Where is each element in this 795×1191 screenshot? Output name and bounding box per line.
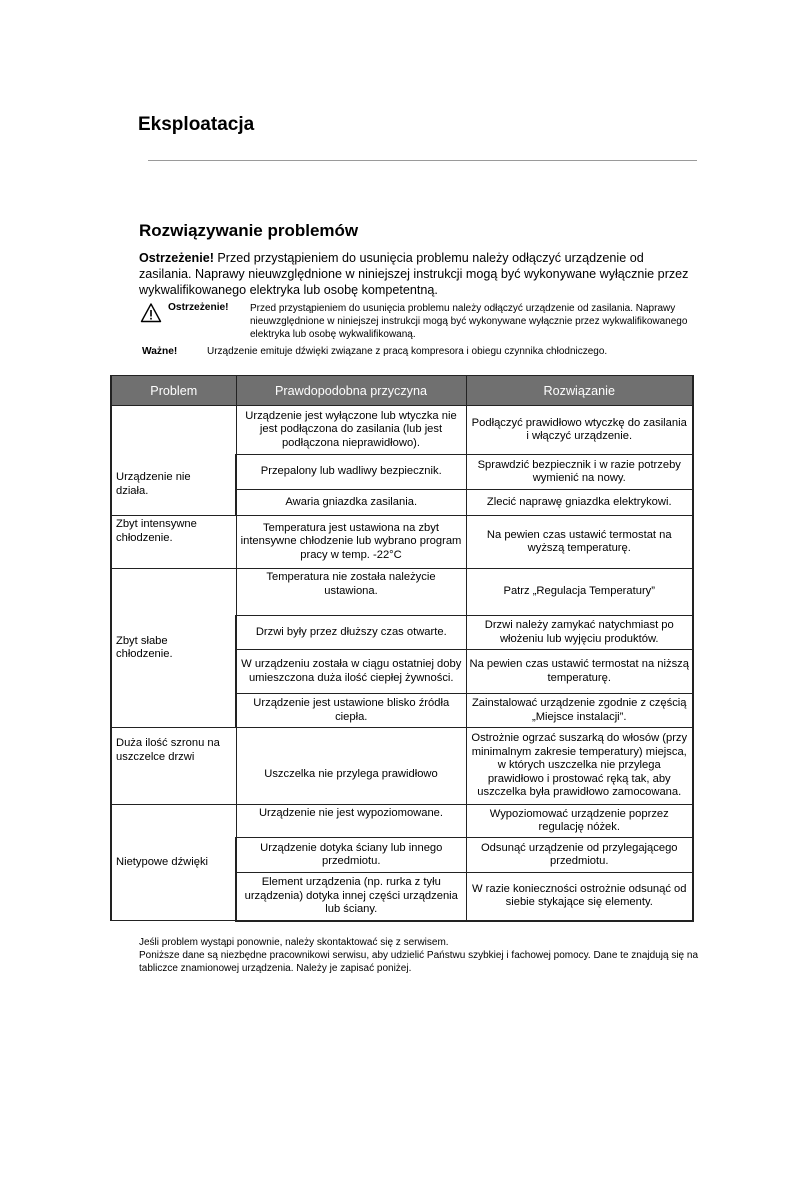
problem-cell [111,569,236,728]
solution-cell: Wypoziomować urządzenie poprzez regulację nóżek. [466,805,693,838]
intro-text: Przed przystąpieniem do usunięcia problemu należy odłączyć urządzenie od zasilania. Naprawy nieuwzględnione w niniejszej instrukcji mogą być wykonywane wyłącznie przez wykwalifikowanego elektryka lub osobę kompetentną. [139,251,689,297]
problem-cell: Zbyt intensywne chłodzenie. [111,516,236,569]
solution-cell: Odsunąć urządzenie od przylegającego przedmiotu. [466,838,693,873]
cause-cell: Temperatura jest ustawiona na zbyt intensywne chłodzenie lub wybrano program pracy w temp. -22°C [236,516,466,569]
troubleshooting-table [110,375,694,922]
solution-cell: Drzwi należy zamykać natychmiast po włożeniu lub wyjęciu produktów. [466,616,693,650]
cause-cell: Urządzenie nie jest wypoziomowane. [236,805,466,838]
solution-cell: Zlecić naprawę gniazdka elektrykowi. [466,490,693,516]
solution-cell: Sprawdzić bezpiecznik i w razie potrzeby wymienić na nowy. [466,455,693,490]
warning-text: Przed przystąpieniem do usunięcia problemu należy odłączyć urządzenie od zasilania. Naprawy nieuwzględnione w niniejszej instrukcji mogą być wykonywane wyłącznie przez wykwalifikowanego elektryka lub osobę wykwalifikowaną. [250,303,688,340]
solution-cell: W razie konieczności ostrożnie odsunąć od siebie stykające się elementy. [466,873,693,921]
cause-cell: Awaria gniazdka zasilania. [236,490,466,516]
solution-cell: Patrz „Regulacja Temperatury” [466,569,693,616]
warning-label: Ostrzeżenie! [168,302,229,313]
table-row [111,516,693,569]
header-problem: Problem [111,376,236,406]
cause-cell: Urządzenie jest ustawione blisko źródła ciepła. [236,694,466,728]
problem-text: Urządzenie nie działa. [116,471,191,497]
important-text: Urządzenie emituje dźwięki związane z pracą kompresora i obiegu czynnika chłodniczego. [207,346,608,357]
table-row [111,728,693,805]
header-cause: Prawdopodobna przyczyna [236,376,466,406]
cause-cell: Uszczelka nie przylega prawidłowo [236,728,466,805]
problem-text: Zbyt słabe chłodzenie. [116,634,173,660]
important-label: Ważne! [142,346,178,357]
cause-cell: Urządzenie dotyka ściany lub innego przedmiotu. [236,838,466,873]
section-title: Rozwiązywanie problemów [139,221,359,240]
solution-cell: Ostrożnie ogrzać suszarką do włosów (przy minimalnym zakresie temperatury) miejsca, w których uszczelka nie przylega prawidłowo i prostować ręką tak, aby uszczelka była prawidłowo zamocowana. [466,728,693,805]
problem-cell: Duża ilość szronu na uszczelce drzwi [111,728,236,805]
table-header-row [111,376,693,406]
cause-cell: Element urządzenia (np. rurka z tyłu urządzenia) dotyka innej części urządzenia lub ściany. [236,873,466,921]
footer-note [139,936,699,975]
warning-triangle-icon [140,302,162,324]
solution-cell: Na pewien czas ustawić termostat na niższą temperaturę. [466,650,693,694]
problem-cell: Nietypowe dźwięki [111,805,236,921]
cause-cell: Temperatura nie została należycie ustawiona. [236,569,466,616]
cause-cell: Przepalony lub wadliwy bezpiecznik. [236,455,466,490]
footer-line-1: Jeśli problem wystąpi ponownie, należy skontaktować się z serwisem. [139,937,449,948]
solution-cell: Podłączyć prawidłowo wtyczkę do zasilania i włączyć urządzenie. [466,406,693,455]
page-title: Eksploatacja [138,114,255,135]
intro-paragraph [139,250,699,298]
table-row [111,569,693,616]
table-row [111,406,693,455]
solution-cell: Zainstalować urządzenie zgodnie z częścią „Miejsce instalacji”. [466,694,693,728]
problem-cell [111,406,236,516]
cause-cell: Urządzenie jest wyłączone lub wtyczka nie jest podłączona do zasilania (lub jest podłączona nieprawidłowo). [236,406,466,455]
cause-cell: W urządzeniu została w ciągu ostatniej doby umieszczona duża ilość ciepłej żywności. [236,650,466,694]
solution-cell: Na pewien czas ustawić termostat na wyższą temperaturę. [466,516,693,569]
intro-warning-label: Ostrzeżenie! [139,251,214,265]
header-solution: Rozwiązanie [466,376,693,406]
header-divider [148,160,697,161]
cause-cell: Drzwi były przez dłuższy czas otwarte. [236,616,466,650]
table-row [111,805,693,838]
footer-line-2: Poniższe dane są niezbędne pracownikowi serwisu, aby udzielić Państwu szybkiej i fachowej pomocy. Dane te znajdują się na tabliczce znamionowej urządzenia. Należy je zapisać poniżej. [139,950,699,974]
